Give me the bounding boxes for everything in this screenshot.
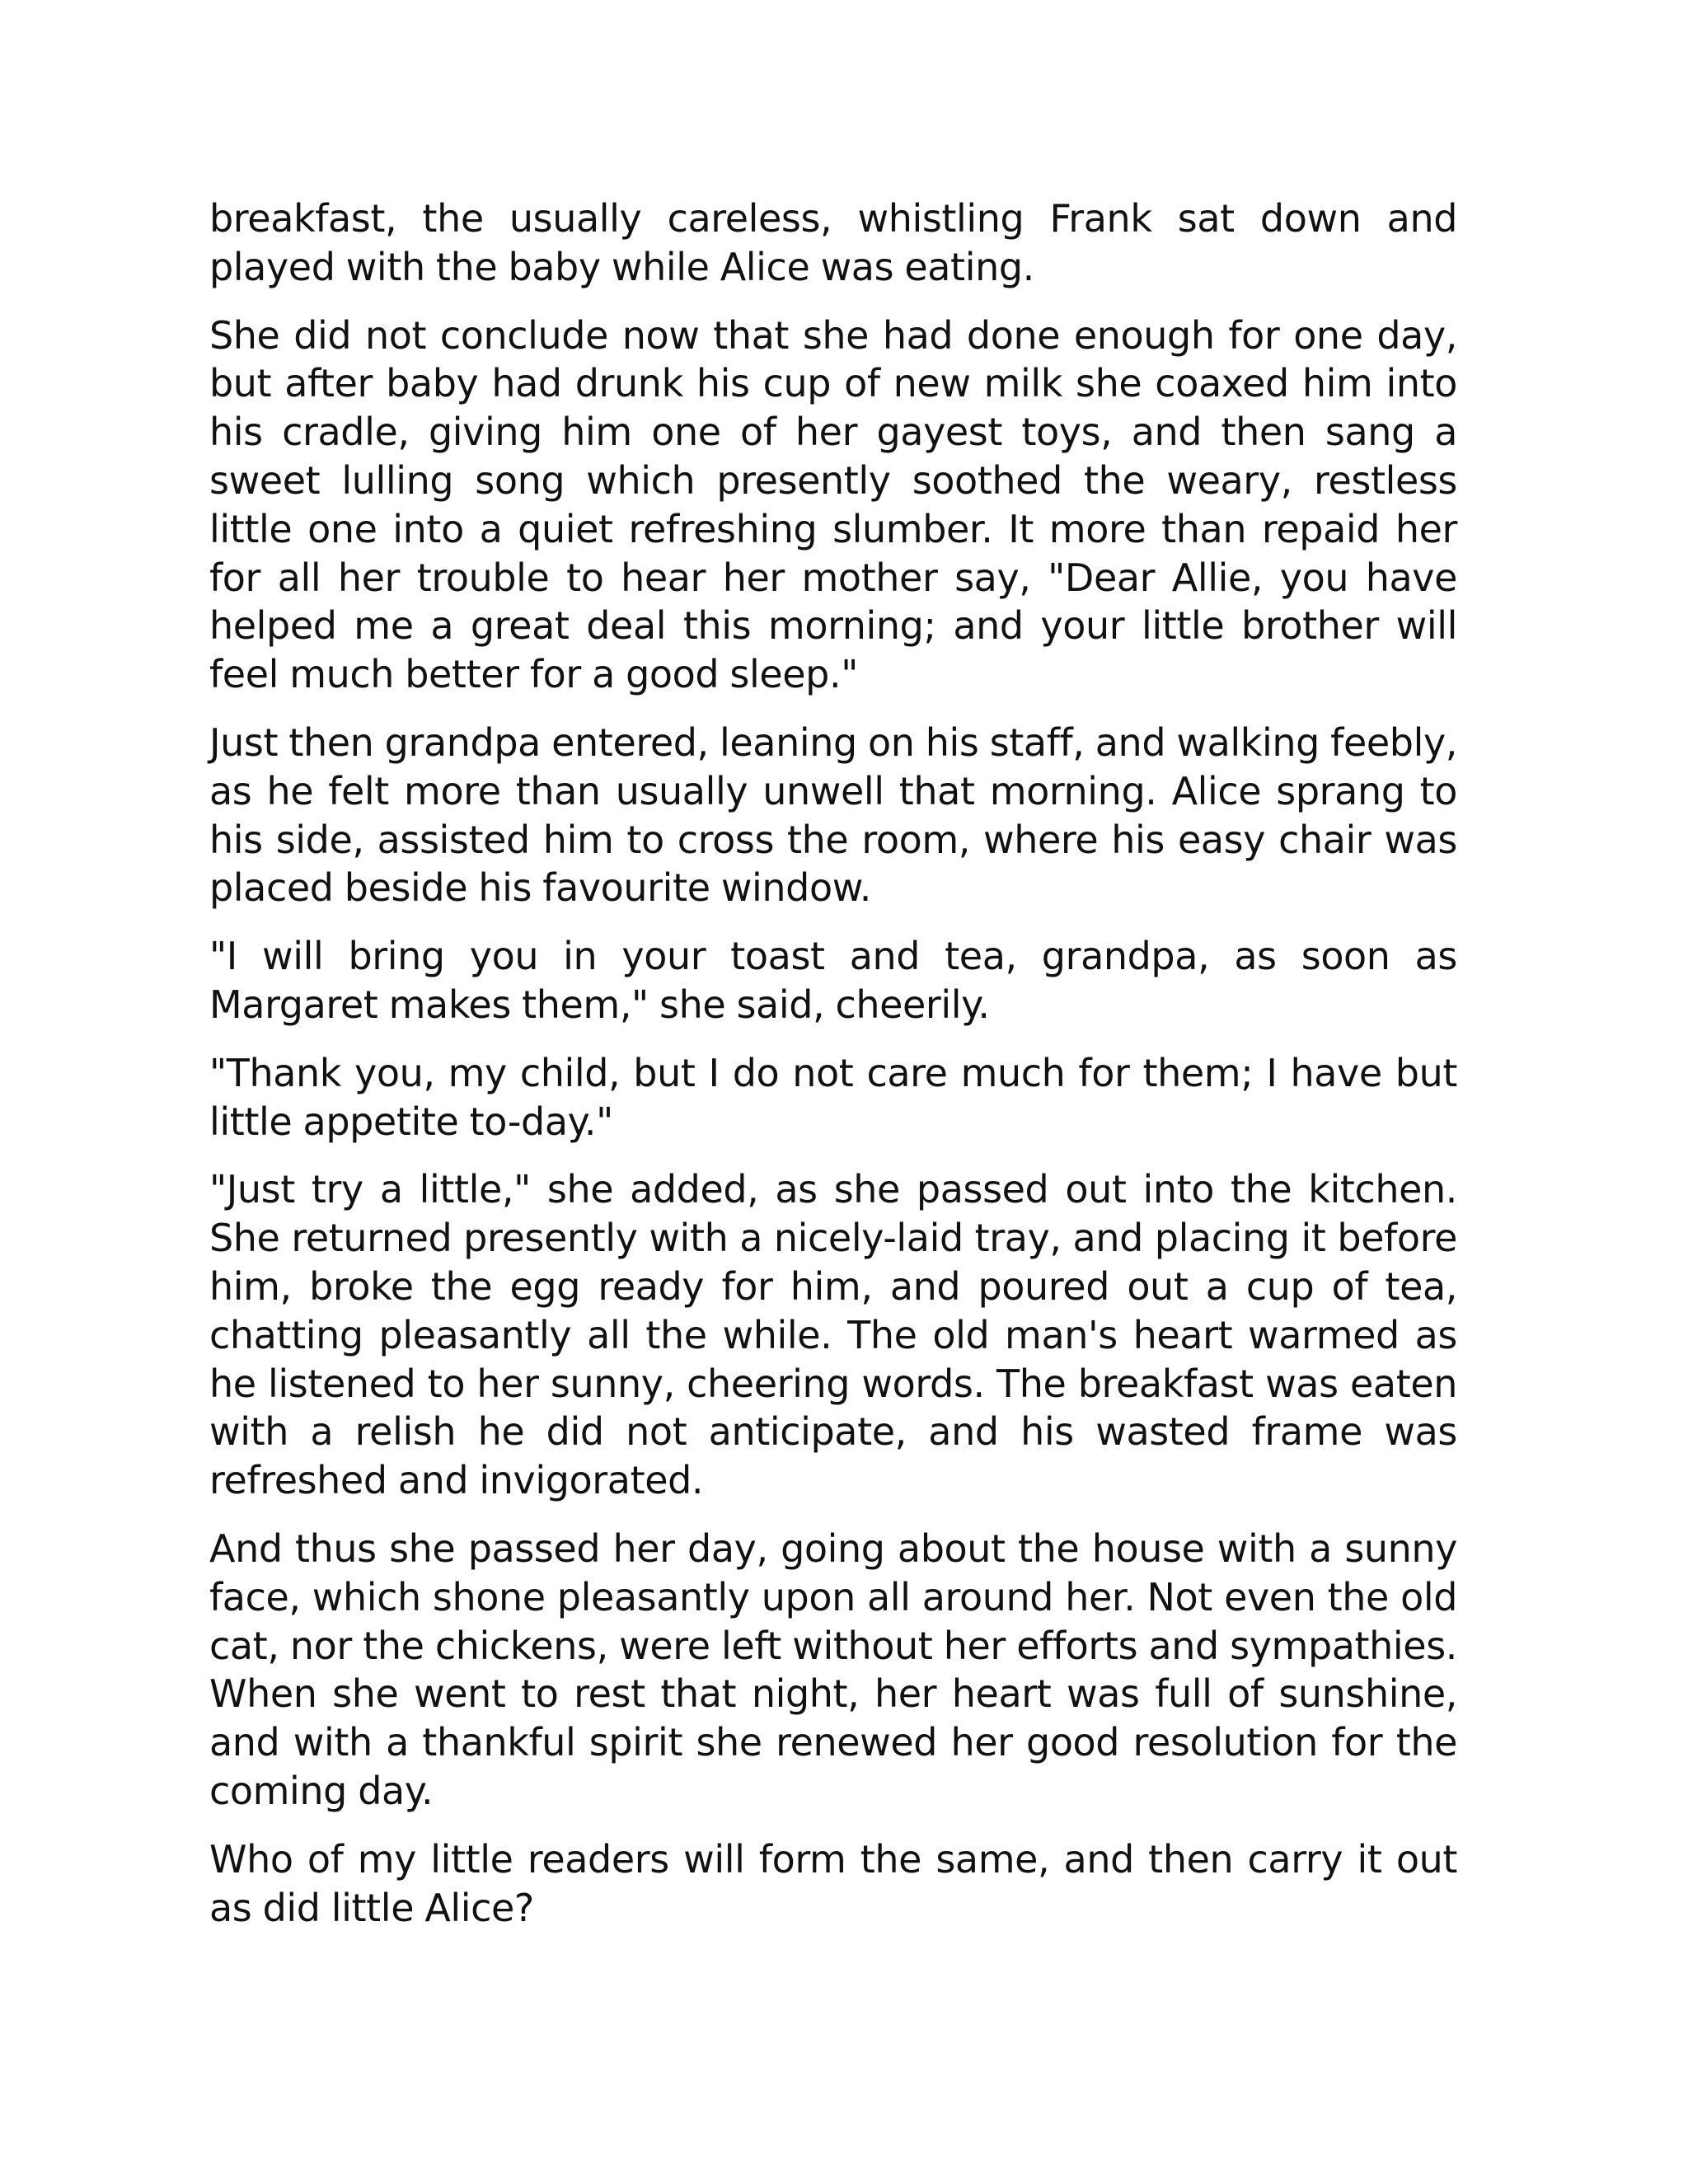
paragraph-grandpa-enters: Just then grandpa entered, leaning on his staff, and walking feebly, as he felt more than usually unwell that morning. Alice sprang to his side, assisted him to cross the room, where his easy chair was placed beside his favourite window.: [209, 719, 1457, 911]
paragraph-baby-cradle: She did not conclude now that she had done enough for one day, but after baby had drunk his cup of new milk she coaxed him into his cradle, giving him one of her gayest toys, and then sang a sweet lulling song which presently soothed the weary, restless little one into a quiet refreshing slumber. It more than repaid her for all her trouble to hear her mother say, "Dear Allie, you have helped me a great deal this morning; and your little brother will feel much better for a good sleep.": [209, 312, 1457, 697]
paragraph-little-appetite: "Thank you, my child, but I do not care much for them; I have but little appetite to-day.": [209, 1050, 1457, 1144]
paragraph-toast-and-tea: "I will bring you in your toast and tea, grandpa, as soon as Margaret makes them," she said, cheerily.: [209, 934, 1457, 1027]
paragraph-sunny-day: And thus she passed her day, going about the house with a sunny face, which shone pleasantly upon all around her. Not even the old cat, nor the chickens, were left without her efforts and sympathies. When she went to rest that night, her heart was full of sunshine, and with a thankful spirit she renewed her good resolution for the coming day.: [209, 1526, 1457, 1813]
paragraph-nicely-laid-tray: "Just try a little," she added, as she passed out into the kitchen. She returned presently with a nicely-laid tray, and placing it before him, broke the egg ready for him, and poured out a cup of tea, chatting pleasantly all the while. The old man's heart warmed as he listened to her sunny, cheering words. The breakfast was eaten with a relish he did not anticipate, and his wasted frame was refreshed and invigorated.: [209, 1167, 1457, 1503]
paragraph-closing-question: Who of my little readers will form the same, and then carry it out as did little Alice?: [209, 1836, 1457, 1930]
paragraph-breakfast: breakfast, the usually careless, whistling Frank sat down and played with the baby while Alice was eating.: [209, 196, 1457, 289]
body-text: [209, 194, 1457, 1952]
